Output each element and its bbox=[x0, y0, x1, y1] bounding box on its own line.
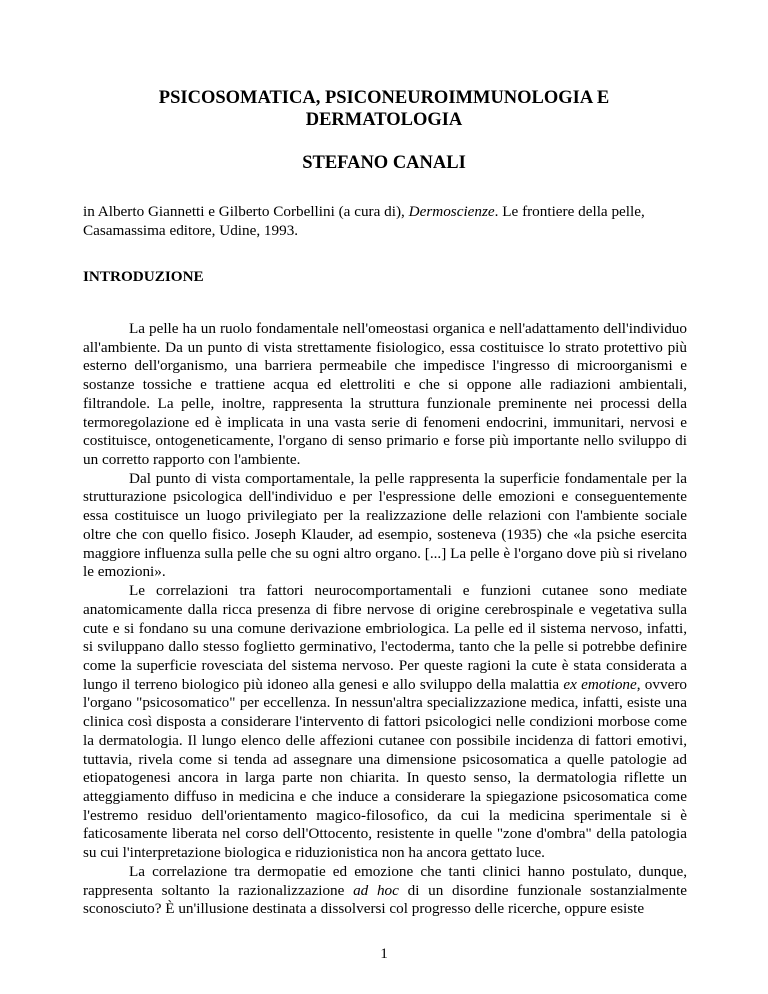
citation bbox=[83, 203, 688, 240]
paragraph-3 bbox=[83, 582, 687, 863]
paragraph-4-emphasis: ad hoc bbox=[353, 881, 399, 899]
paragraph-4-part-2: di un disordine funzionale sostanzialmente sconosciuto? È un'illusione destinata a dissolversi col progresso delle ricerche, oppure esiste bbox=[83, 881, 688, 918]
body-text bbox=[83, 320, 687, 919]
paragraph-3-part-2: , ovvero l'organo "psicosomatico" per eccellenza. In nessun'altra specializzazione medica, infatti, esiste una clinica così disposta a considerare l'intervento di fattori psicologici nelle condizioni morbose come la dermatologia. Il lungo elenco delle affezioni cutanee con possibile incidenza di fattori emotivi, tuttavia, rivela come si tenda ad assegnare una dimensione psicosomatica a quelle patologie ad etiopatogenesi ancora in larga parte non chiarita. In questo senso, la dermatologia riflette un atteggiamento diffuso in medicina e che induce a considerare la spiegazione psicosomatica come l'estremo residuo dell'orientamento magico-filosofico, da cui la medicina sperimentale si è faticosamente liberata nel corso dell'Ottocento, resistente in quelle "zone d'ombra" della patologia su cui l'interpretazione biologica e riduzionistica non ha ancora gettato luce. bbox=[83, 675, 687, 862]
paragraph-4 bbox=[83, 863, 687, 919]
document-title bbox=[0, 87, 768, 131]
paragraph-1: La pelle ha un ruolo fondamentale nell'omeostasi organica e nell'adattamento dell'individuo all'ambiente. Da un punto di vista strettamente fisiologico, essa costituisce lo strato protettivo più esterno dell'organismo, una barriera permeabile che impedisce l'ingresso di microorganismi e sostanze tossiche e trattiene acqua ed elettroliti e che si oppone alle radiazioni ambientali, filtrandole. La pelle, inoltre, rappresenta la struttura funzionale preminente nei processi della termoregolazione ed è implicata in una vasta serie di fenomeni endocrini, immunitari, nervosi e costituisce, ontogeneticamente, l'organo di senso primario e forse più importante nello sviluppo di un corretto rapporto con l'ambiente. bbox=[83, 320, 687, 469]
title-line-2: DERMATOLOGIA bbox=[305, 110, 463, 130]
paragraph-2: Dal punto di vista comportamentale, la pelle rappresenta la superficie fondamentale per la strutturazione psicologica dell'individuo e per l'espressione delle emozioni e conseguentemente essa costituisce un luogo privilegiato per la realizzazione delle relazioni con l'ambiente sociale oltre che con quello fisico. Joseph Klauder, ad esempio, sosteneva (1935) che «la psiche esercita maggiore influenza sulla pelle che su ogni altro organo. [...] La pelle è l'organo dove più si rivelano le emozioni». bbox=[83, 469, 687, 581]
paragraph-3-emphasis: ex emotione bbox=[563, 675, 637, 693]
title-line-1: PSICOSOMATICA, PSICONEUROIMMUNOLOGIA E bbox=[158, 88, 610, 108]
page-number: 1 bbox=[380, 945, 388, 962]
citation-suffix: . Le frontiere della pelle, Casamassima editore, Udine, 1993. bbox=[83, 203, 645, 239]
section-heading: INTRODUZIONE bbox=[83, 268, 204, 285]
author-name: STEFANO CANALI bbox=[302, 153, 466, 173]
citation-book-title: Dermoscienze bbox=[408, 203, 495, 220]
citation-prefix: in Alberto Giannetti e Gilberto Corbellini (a cura di), bbox=[83, 203, 409, 220]
paragraph-4-part-1: La correlazione tra dermopatie ed emozione che tanti clinici hanno postulato, dunque, rappresenta soltanto la razionalizzazione bbox=[83, 862, 687, 899]
paragraph-3-part-1: Le correlazioni tra fattori neurocomportamentali e funzioni cutanee sono mediate anatomicamente dalla ricca presenza di fibre nervose di origine cerebrospinale e vegetativa sulla cute e si fondano su una comune derivazione embriologica. La pelle ed il sistema nervoso, infatti, si sviluppano dallo stesso foglietto germinativo, l'ectoderma, tanto che la pelle si potrebbe definire come la superficie rovesciata del sistema nervoso. Per queste ragioni la cute è stata considerata a lungo il terreno biologico più idoneo alla genesi e allo sviluppo della malattia bbox=[83, 582, 687, 693]
